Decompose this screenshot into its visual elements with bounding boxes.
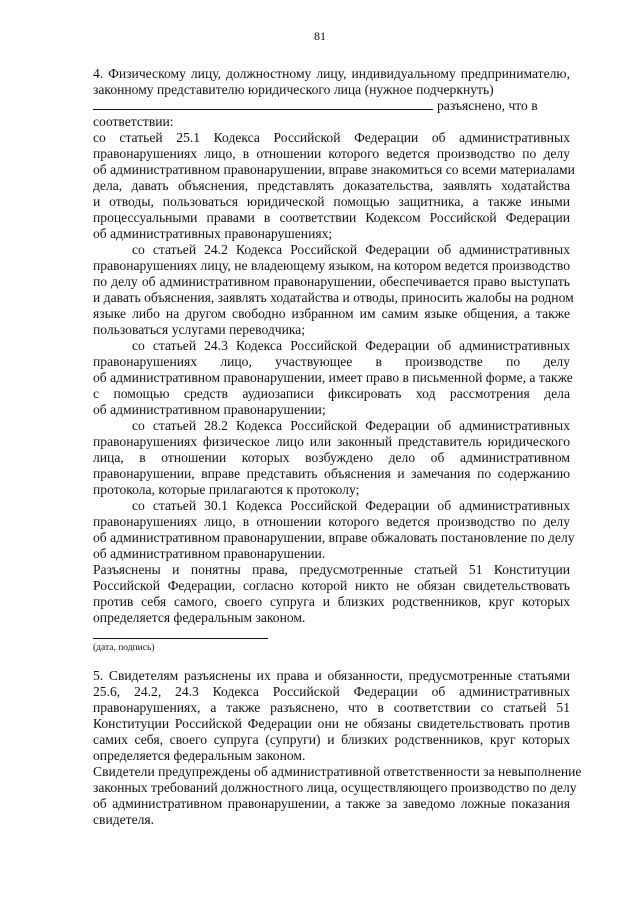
article-24-2-line: правонарушениях лицу, не владеющему языком, на котором ведется производство [93, 258, 570, 273]
article-30-1-line: со статьей 30.1 Кодекса Российской Федерации об административных [132, 498, 570, 513]
article-24-3-line: с помощью средств аудиозаписи фиксировать ход рассмотрения дела [93, 386, 570, 401]
witness-warning-line: законных требований должностного лица, осуществляющего производство по делу [93, 780, 577, 795]
article-25-1-line: правонарушениях лицо, в отношении которого ведется производство по делу [93, 146, 570, 161]
article-24-2-line: и давать объяснения, заявлять ходатайства и отводы, приносить жалобы на родном [93, 290, 574, 305]
article-24-3-line: правонарушениях лицо, участвующее в производстве по делу [93, 354, 570, 369]
article-24-2-line: пользоваться услугами переводчика; [93, 322, 306, 337]
article-24-2-line: по делу об административном правонарушении, обеспечивается право выступать [93, 274, 570, 289]
section5-line: определяется федеральным законом. [93, 748, 306, 763]
article-30-1-line: об административном правонарушении. [93, 546, 326, 561]
article-25-1-line: со статьей 25.1 Кодекса Российской Федерации об административных [93, 130, 570, 145]
witness-warning-line: свидетеля. [93, 812, 155, 827]
page-number: 81 [314, 29, 326, 43]
section5-line: 25.6, 24.2, 24.3 Кодекса Российской Федерации об административных [93, 684, 570, 699]
witness-warning-line: об административном правонарушении, а также за заведомо ложные показания [93, 796, 570, 811]
article-25-1-line: и отводы, пользоваться юридической помощью защитника, а также иными [93, 194, 570, 209]
signature-caption: (дата, подпись) [93, 643, 155, 653]
section5-line: самих себя, своего супруга (супруги) и близких родственников, круг которых [93, 732, 570, 747]
signature-line [93, 638, 268, 639]
article-28-2-line: правонарушении, вправе представить объяснения и замечания по содержанию [93, 466, 570, 481]
article-28-2-line: протокола, которые прилагаются к протоколу; [93, 482, 360, 497]
section4-line-4: соответствии: [93, 114, 174, 129]
constitution-51-line: Российской Федерации, согласно которой никто не обязан свидетельствовать [93, 578, 570, 593]
article-30-1-line: об административном правонарушении, вправе обжаловать постановление по делу [93, 530, 575, 545]
section5-line: Конституции Российской Федерации они не обязаны свидетельствовать против [93, 716, 570, 731]
witness-warning-line: Свидетели предупреждены об административной ответственности за невыполнение [93, 764, 582, 779]
section5-line: 5. Свидетелям разъяснены их права и обязанности, предусмотренные статьями [93, 668, 570, 683]
constitution-51-line: определяется федеральным законом. [93, 610, 306, 625]
section4-line-2: законному представителю юридического лица (нужное подчеркнуть) [93, 82, 494, 97]
article-25-1-line: процессуальными правами в соответствии Кодексом Российской Федерации [93, 210, 570, 225]
article-28-2-line: лица, в отношении которых возбуждено дело об административном [93, 450, 570, 465]
article-25-1-line: дела, давать объяснения, представлять доказательства, заявлять ходатайства [93, 178, 570, 193]
article-24-3-line: об административном правонарушении; [93, 402, 326, 417]
section4-line-3 [93, 98, 570, 114]
article-25-1-line: об административных правонарушениях; [93, 226, 333, 241]
constitution-51-line: против себя самого, своего супруга и близких родственников, круг которых [93, 594, 570, 609]
article-24-2-line: со статьей 24.2 Кодекса Российской Федерации об административных [132, 242, 570, 257]
explained-text: разъяснено, что в [437, 98, 538, 113]
blank-field-line [93, 98, 433, 110]
article-24-2-line: языке либо на другом свободно избранном им самим языке общения, а также [93, 306, 570, 321]
article-30-1-line: правонарушениях лицо, в отношении которого ведется производство по делу [93, 514, 570, 529]
section5-line: правонарушениях, а также разъяснено, что в соответствии со статьей 51 [93, 700, 570, 715]
article-24-3-line: об административном правонарушении, имеет право в письменной форме, а также [93, 370, 573, 385]
article-28-2-line: со статьей 28.2 Кодекса Российской Федерации об административных [132, 418, 570, 433]
article-28-2-line: правонарушениях физическое лицо или законный представитель юридического [93, 434, 570, 449]
constitution-51-line: Разъяснены и понятны права, предусмотренные статьей 51 Конституции [93, 562, 570, 577]
article-24-3-line: со статьей 24.3 Кодекса Российской Федерации об административных [132, 338, 570, 353]
article-25-1-line: об административном правонарушении, вправе знакомиться со всеми материалами [93, 162, 575, 177]
section4-line-1: 4. Физическому лицу, должностному лицу, индивидуальному предпринимателю, [93, 66, 570, 81]
